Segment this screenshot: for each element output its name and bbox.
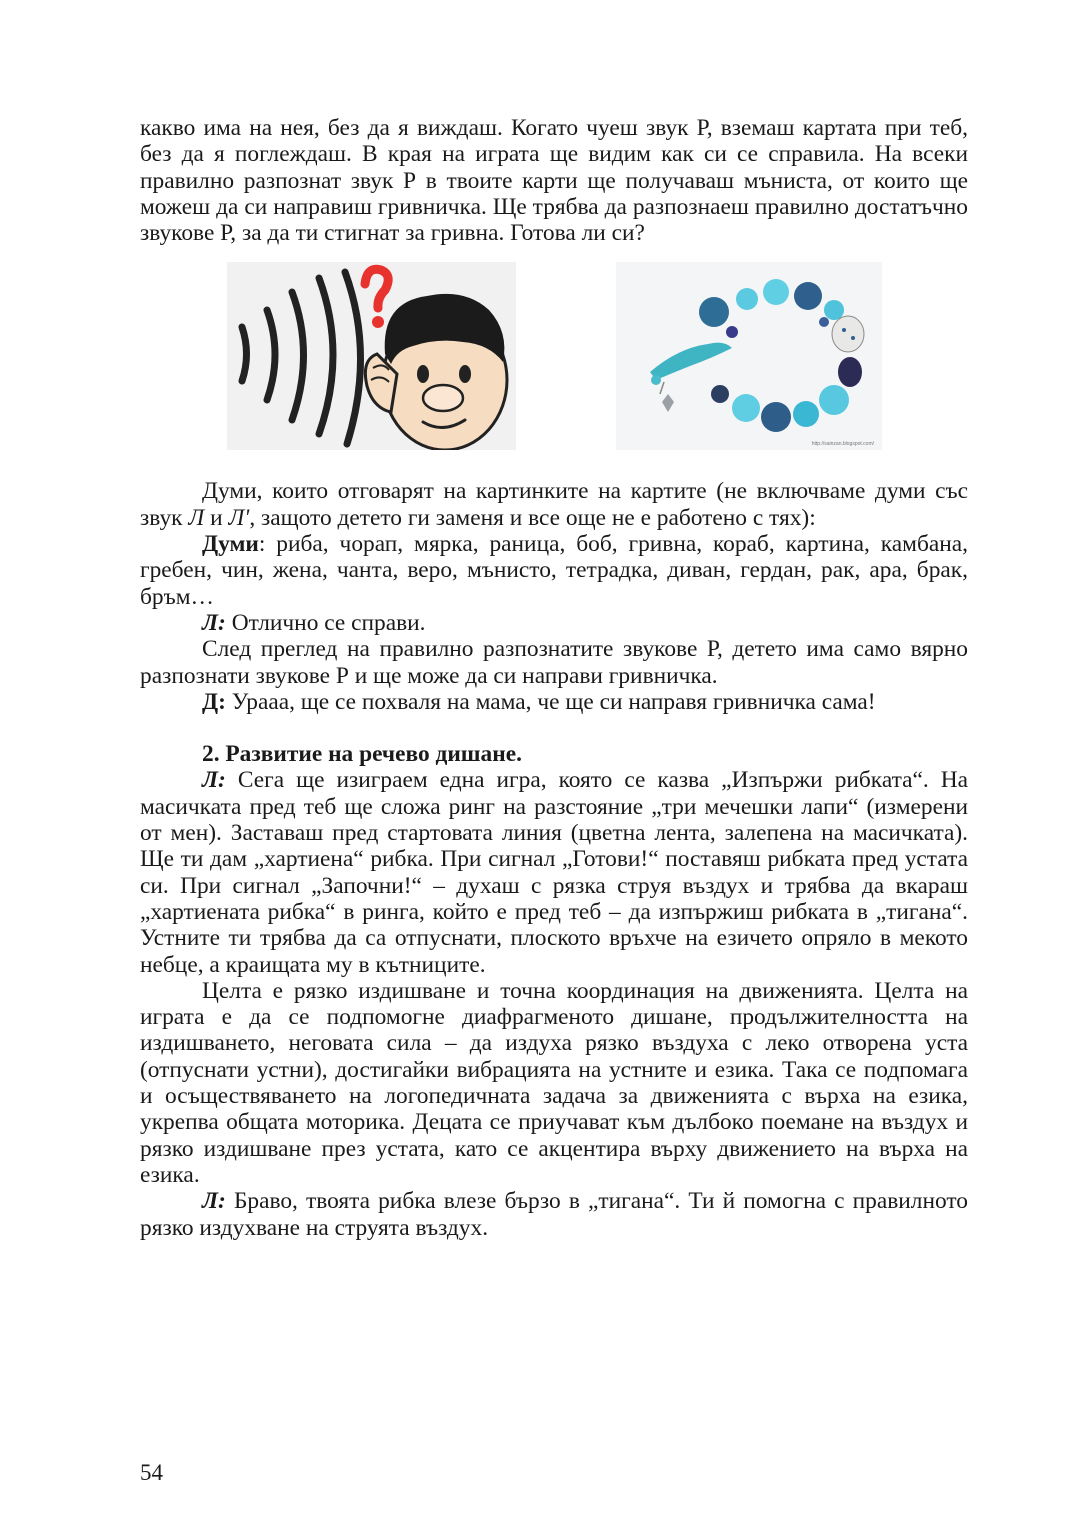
page-number: 54 — [140, 1460, 163, 1485]
words-intro-text: Думи, които отговарят на картинките на картите (не включваме думи със звук — [140, 478, 968, 531]
section-paragraph-3 — [140, 1188, 968, 1241]
dialog-line-2 — [140, 689, 968, 715]
section-paragraph-2: Целта е рязко издишване и точна координация на движенията. Целта на играта е да се подпомогне диафрагменото дишане, продължителността на издишването, неговата сила – да издуха рязко въздуха с леко отворена уста (отпуснати устни), достигайки вибрацията на устните и езика. Така се подпомага и осъществяването на логопедичната задача за движенията с върха на езика, укрепва общата моторика. Децата се приучават към дълбоко поемане на въздух и рязко издишване през устата, като се акцентира върху движението на върха на езика. — [140, 977, 968, 1188]
review-paragraph: След преглед на правилно разпознатите звукове Р, детето има само вярно разпознати звукове Р и ще може да си направи гривничка. — [140, 636, 968, 689]
words-label: Думи — [202, 531, 259, 558]
sound-l: Л — [188, 504, 205, 531]
section-speaker-l: Л: — [202, 767, 226, 794]
words-list: : риба, чорап, мярка, раница, боб, гривна, кораб, картина, камбана, гребен, чин, жена, чанта, веро, мънисто, тетрадка, диван, гердан, рак, ара, брак, бръм… — [140, 531, 968, 610]
intro-paragraph: какво има на нея, без да я виждаш. Когато чуеш звук Р, вземаш картата при теб, без да я поглеждаш. В края на играта ще видим как си се справила. На всеки правилно разпознат звук Р в твоите карти ще получаваш мъниста, от които ще можеш да си направиш гривничка. Ще трябва да разпознаеш правилно достатъчно звукове Р, за да ти стигнат за гривна. Готова ли си? — [140, 115, 968, 247]
bracelet-figure — [616, 262, 882, 450]
image-credit: http://sainzan.blogspot.com/ — [811, 441, 874, 448]
section-heading-text: 2. Развитие на речево дишане. — [202, 741, 522, 768]
speaker-d: Д: — [202, 688, 226, 715]
words-and: и — [204, 504, 229, 531]
dialog-text-2: Урааа, ще се похваля на мама, че ще си направя гривничка сама! — [225, 688, 876, 715]
words-intro-paragraph — [140, 478, 968, 531]
section-text-3: Браво, твоята рибка влезе бързо в „тигана“. Ти й помогна с правилното рязко издухване на струята въздух. — [140, 1188, 968, 1241]
listening-man-icon — [227, 262, 516, 450]
speaker-l: Л: — [202, 609, 226, 636]
section-heading — [140, 741, 968, 767]
dialog-text-1: Отлично се справи. — [225, 609, 426, 636]
words-intro-end: , защото детето ги заменя и все още не е работено с тях): — [249, 504, 816, 531]
page-content — [140, 115, 968, 1241]
section-paragraph-1 — [140, 767, 968, 977]
words-list-paragraph — [140, 531, 968, 610]
section-speaker-l-2: Л: — [202, 1188, 226, 1215]
figure-row — [140, 246, 968, 478]
bead-bracelet-icon — [616, 262, 882, 450]
sound-l-soft: Л' — [228, 504, 250, 531]
listening-figure — [227, 262, 516, 450]
dialog-line-1 — [140, 610, 968, 636]
section-text-1: Сега ще изиграем една игра, която се казва „Изпържи рибката“. На масичката пред теб ще сложа ринг на разстояние „три мечешки лапи“ (измерени от мен). Заставаш пред стартовата линия (цветна лента, залепена на масичката). Ще ти дам „хартиена“ рибка. При сигнал „Готови!“ поставяш рибката пред устата си. При сигнал „Започни!“ – духаш с рязка струя въздух и трябва да вкараш „хартиената рибка“ в ринга, който е пред теб – да изпържиш рибката в „тигана“. Устните ти трябва да са отпуснати, плоското връхче на езичето опряло в мекото небце, а краищата му в кътниците. — [140, 767, 968, 978]
